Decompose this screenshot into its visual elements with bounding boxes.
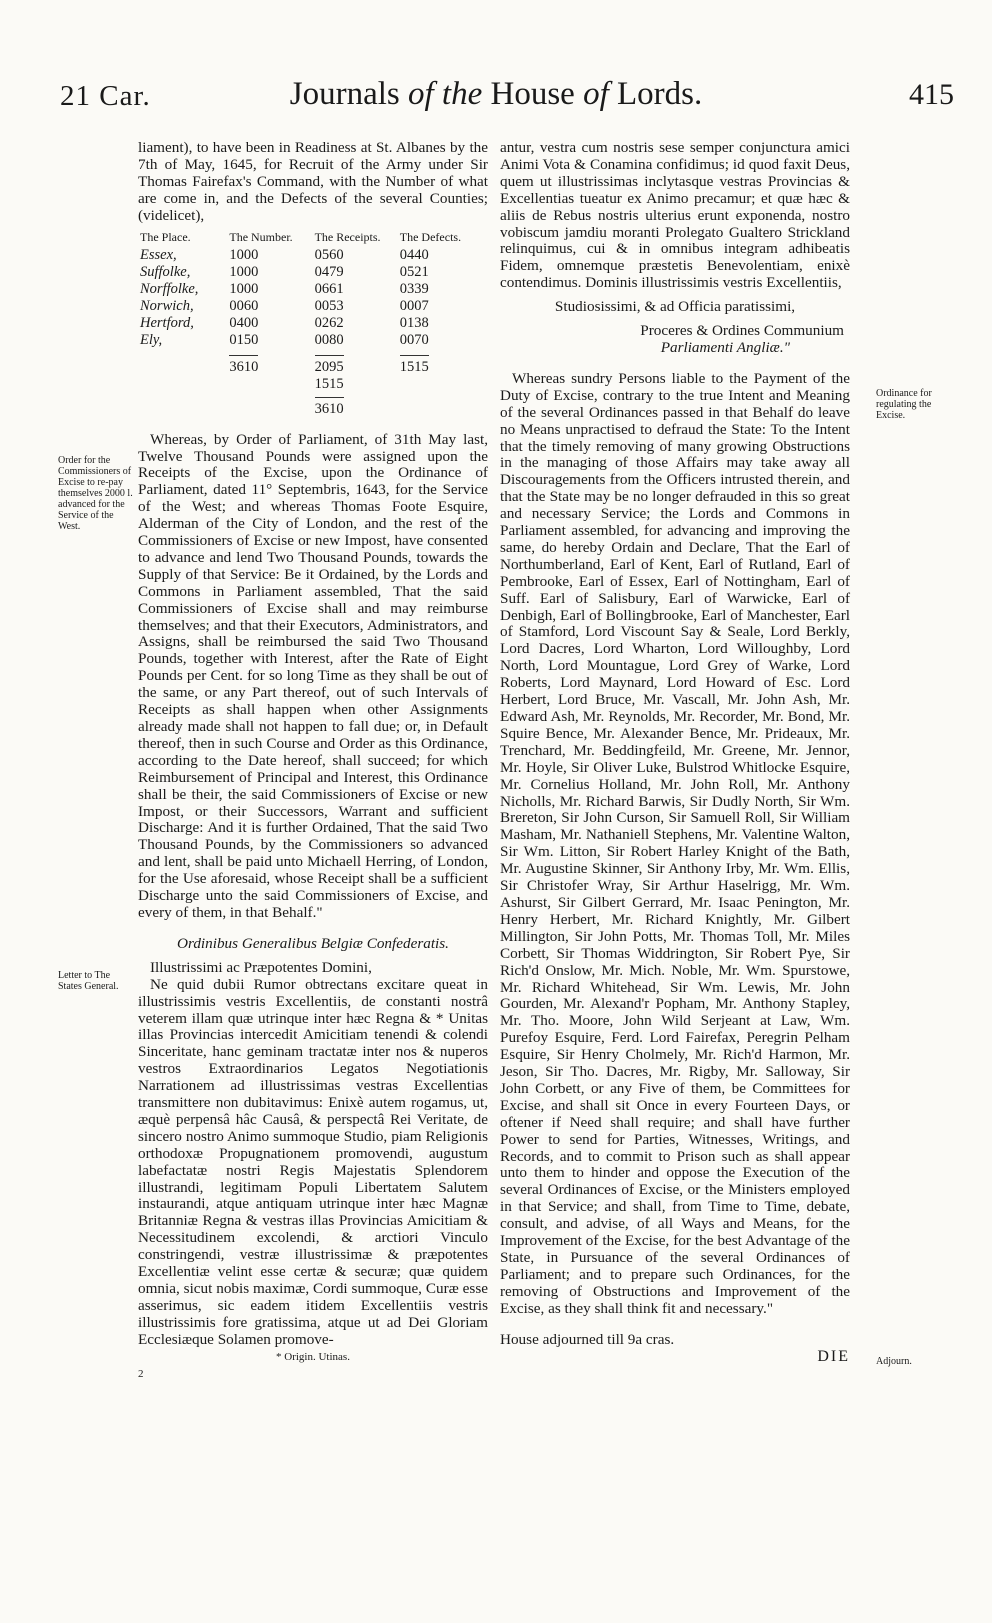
table-cell: Norwich,: [140, 298, 194, 315]
letter-body-right: antur, vestra cum nostris sese semper conjunctura amici Animi Vota & Conamina confidimus; id quod faxit Deus, quem ut illustrissimas inclytasque vestras Provincias & Excellentias tueatur ex Animo precamur; et quæ hæc & aliis de Rebus nostris ulterius erunt exponenda, nostro vobiscum jamdiu moranti Prolegato Gualtero Strickland relinquimus, cui & in omnibus integram adhibeatis Fidem, omnemque præstetis Benevolentiam, enixè contendimus. Dominis illustrissimis vestris Excellentiis,: [500, 139, 850, 292]
table-cell: 0400: [229, 315, 259, 332]
journal-title: [0, 76, 992, 113]
table-total-row: [138, 349, 483, 376]
intro-paragraph: liament), to have been in Readiness at St. Albanes by the 7th of May, 1645, for Recruit of the Army under Sir Thomas Fairefax's Command, with the Number of what are come in, and the Defects of the several Counties; (videlicet),: [138, 139, 488, 224]
table-cell: 1000: [229, 264, 259, 281]
col-place-header: The Place.: [140, 229, 191, 244]
table-row: [138, 315, 483, 332]
table-cell: 0150: [229, 331, 259, 348]
left-column: [138, 140, 488, 1382]
table-cell: 0080: [314, 331, 344, 348]
table-grand-total-row: [138, 393, 483, 418]
page-header: [0, 72, 992, 132]
adjourn-line: House adjourned till 9a cras.: [500, 1330, 675, 1348]
col-receipts-header: The Receipts.: [314, 229, 381, 244]
grand-total: 3610: [315, 397, 344, 418]
catchword: DIE: [817, 1347, 850, 1365]
margin-note-adjourn: Adjourn.: [876, 1356, 912, 1367]
table-cell: 0262: [314, 315, 344, 332]
title-of: of: [583, 76, 609, 112]
title-house: House: [490, 76, 575, 112]
ordinance-paragraph: Whereas sundry Persons liable to the Payment of the Duty of Excise, contrary to the true Intent and Meaning of the several Ordinances passed in that Behalf do leave no Means unpractised to defraud the State: To the Intent that the timely removing of many growing Obstructions in the managing of those Affairs may take away all Discouragements from the Officers intrusted therein, and that the State may be no longer defrauded in this so great and necessary Service; the Lords and Commons in Parliament assembled, for advancing and improving the same, do hereby Ordain and Declare, That the Earl of Northumberland, Earl of Kent, Earl of Rutland, Earl of Pembrooke, Earl of Essex, Earl of Nottingham, Earl of Suff. Earl of Salisbury, Earl of Warwicke, Earl of Denbigh, Earl of Bollingbrooke, Earl of Manchester, Earl of Stamford, Lord Viscount Say & Seale, Lord Berkly, Lord Dacres, Lord Wharton, Lord Willoughby, Lord North, Lord Mountague, Lord Grey of Warke, Lord Roberts, Lord Maynard, Lord Howard of Esc. Lord Herbert, Lord Bruce, Mr. Vascall, Mr. John Ash, Mr. Edward Ash, Mr. Reynolds, Mr. Recorder, Mr. Bond, Mr. Squire Bence, Mr. Alexander Bence, Mr. Prideaux, Mr. Trenchard, Mr. Beddingfeild, Mr. Greene, Mr. Jennor, Mr. Hoyle, Sir Oliver Luke, Bulstrod Whitlocke Esquire, Mr. Cornelius Holland, Mr. John Roll, Mr. Anthony Nicholls, Mr. Richard Barwis, Sir Dudly North, Sir Wm. Brereton, Sir John Curson, Sir Samuell Roll, Sir William Masham, Mr. Nathaniell Stephens, Mr. Valentine Walton, Sir Wm. Litton, Sir Robert Harley Knight of the Bath, Mr. Augustine Skinner, Sir Anthony Irby, Mr. Wm. Ellis, Sir Christofer Wray, Sir Arthur Haselrigg, Mr. Wm. Ashurst, Sir Gilbert Gerrard, Mr. Isaac Penington, Mr. Henry Herbert, Mr. Richard Knightly, Mr. Gilbert Millington, Sir John Potts, Mr. Thomas Toll, Mr. Miles Corbett, Sir Thomas Widdrington, Sir Robert Pye, Sir Rich'd Onslow, Mr. Mich. Noble, Mr. Wm. Spurstowe, Mr. Richard Whitehead, Sir Wm. Lewis, Mr. John Gourden, Mr. Alexand'r Popham, Mr. Anthony Stapley, Mr. Tho. Moore, John Wild Serjeant at Law, Wm. Purefoy Esquire, Ferd. Lord Fairefax, Peregrin Pelham Esquire, Sir Henry Cholmely, Mr. Rich'd Harmon, Mr. Jeson, Sir Tho. Dacres, Mr. Rigby, Mr. Salloway, Sir John Corbett, or any Five of them, be Committees for Excise, and shall sit Once in every Fourteen Days, or oftener if Need shall require; and shall have further Power to send for Parties, Witnesses, Writings, and Records, and to commit to Prison such as shall appear unto them to hinder and oppose the Execution of the several Ordinances of Excise, or the Ministers employed in that Service; and shall, from Time to Time, debate, consult, and advise, of all Ways and Means, for the Improvement of the Excise, for the best Advantage of the State, in Pursuance of the several Ordinances of Parliament; and to prepare such Ordinances, for the removing of Obstructions and Improvement of the Excise, as they shall think fit and necessary.": [500, 369, 850, 1317]
table-cell: 0053: [314, 298, 344, 315]
table-cell: 0560: [314, 247, 344, 264]
margin-note-ordinance-excise: Ordinance for regulating the Excise.: [876, 388, 932, 421]
table-cell: 0521: [399, 264, 429, 281]
table-cell: Ely,: [140, 331, 163, 348]
table-cell: Essex,: [140, 247, 177, 264]
table-cell: 0479: [314, 264, 344, 281]
title-journals: Journals: [289, 76, 400, 112]
table-cell: 0661: [314, 281, 344, 298]
table-sub-row: [138, 376, 483, 393]
table-cell: 0007: [399, 298, 429, 315]
table-cell: 1000: [229, 281, 259, 298]
table-cell: 0138: [399, 315, 429, 332]
total-number: 3610: [229, 355, 258, 376]
signature-mark: 2: [138, 1367, 144, 1380]
letter-closing-1: Studiosissimi, & ad Officia paratissimi,: [554, 298, 796, 316]
page-number: 415: [909, 78, 954, 111]
total-receipts: 2095: [315, 355, 344, 376]
table-cell: Hertford,: [140, 315, 194, 332]
table-row: [138, 247, 483, 264]
table-cell: 0440: [399, 247, 429, 264]
table-cell: Suffolke,: [140, 264, 191, 281]
title-of-the: of the: [408, 76, 483, 112]
footnote: * Origin. Utinas.: [276, 1350, 350, 1363]
col-defects-header: The Defects.: [399, 229, 462, 244]
sub-defects: 1515: [314, 375, 344, 392]
table-cell: 0070: [399, 331, 429, 348]
order-paragraph: Whereas, by Order of Parliament, of 31th May last, Twelve Thousand Pounds were assigned upon the Receipts of the Excise, upon the Ordinance of Parliament, dated 11° Septembris, 1643, for the Service of the West; and whereas Thomas Foote Esquire, Alderman of the City of London, and the rest of the Commissioners of Excise or new Impost, have consented to advance and lend Two Thousand Pounds, towards the Supply of that Service: Be it Ordained, by the Lords and Commons in Parliament assembled, That the said Commissioners of Excise shall and may reimburse themselves; and that their Executors, Administrators, and Assigns, shall be reimbursed the said Two Thousand Pounds, together with Interest, after the Rate of Eight Pounds per Cent. for so long Time as they shall be out of the same, or any Part thereof, out of such Intervals of Receipts as shall happen when other Assignments already made shall not happen to fall due; or, in Default thereof, then in such Course and Order as this Ordinance, according to the Date hereof, shall succeed; for which Reimbursement of Principal and Interest, this Ordinance shall be their, the said Commissioners of Excise or new Impost, or their Successors, Warrant and sufficient Discharge: And it is further Ordained, That the said Two Thousand Pounds, by the Commissioners so advanced and lent, shall be paid unto Michaell Herring, of London, for the Use aforesaid, whose Receipt shall be a sufficient Discharge unto the said Commissioners of Excise, and every of them, in that Behalf.": [138, 430, 488, 921]
letter-closing-2: Proceres & Ordines Communium: [640, 322, 844, 340]
letter-salutation: Illustrissimi ac Præpotentes Domini,: [150, 958, 372, 976]
letter-address: Ordinibus Generalibus Belgiæ Confederatis.: [177, 934, 449, 952]
table-header-row: [138, 229, 483, 248]
right-column: [500, 140, 850, 1365]
margin-note-order-excise: Order for the Commissioners of Excise to re-pay themselves 2000 l. advanced for the Service of the West.: [58, 455, 133, 532]
letter-body-left: Ne quid dubii Rumor obtrectans excitare queat in illustrissimis vestris Excellentiis, de constanti nostrâ veterem illam quæ utrinque inter hæc Regna & * Unitas illas Provincias intercedit Amicitiam tenendi & colendi Sinceritate, hanc geminam tractatæ inter nos & nuperos vestros Extraordinarios Legatos Negotiationis Narrationem ad illustrissimas vestras Excellentias transmittere non dubitavimus: Enixè autem rogamus, ut, æquè perpensâ hâc Causâ, & perspectâ Rei Veritate, de sincero nostro Animo summoque Studio, piam Religionis orthodoxæ Propugnationem promovendi, augustum labefactatæ nostri Regis Majestatis Splendorem illustrandi, legitimam Populi Libertatem Salutem instaurandi, atque antiquam utrinque inter hæc Magnæ Britanniæ Regna & vestras illas Provincias Amicitiam & Necessitudinem excolendi, & arctiori Vinculo constringendi, vestræ illustrissimæ & præpotentes Excellentiæ velint esse certæ & securæ; quæ quidem omnia, sicut nobis maximæ, Cordi summoque, Curæ esse asserimus, sic eadem itidem Excellentiis vestris illustrissimis fore gratissima, atque ut ad Dei Gloriam Ecclesiæque Solamen promove-: [138, 975, 488, 1348]
table-row: [138, 332, 483, 349]
table-row: [138, 281, 483, 298]
margin-note-letter-states: Letter to The States General.: [58, 970, 119, 992]
table-cell: 1000: [229, 247, 259, 264]
table-row: [138, 298, 483, 315]
recruit-table: [138, 229, 483, 418]
regnal-year: 21 Car.: [60, 80, 151, 112]
total-defects: 1515: [400, 355, 429, 376]
table-cell: Norffolke,: [140, 281, 199, 298]
table-cell: 0060: [229, 298, 259, 315]
letter-closing-3: Parliamenti Angliæ.": [660, 338, 790, 356]
table-row: [138, 264, 483, 281]
title-lords: Lords.: [616, 76, 703, 112]
table-cell: 0339: [399, 281, 429, 298]
col-number-header: The Number.: [229, 229, 293, 244]
